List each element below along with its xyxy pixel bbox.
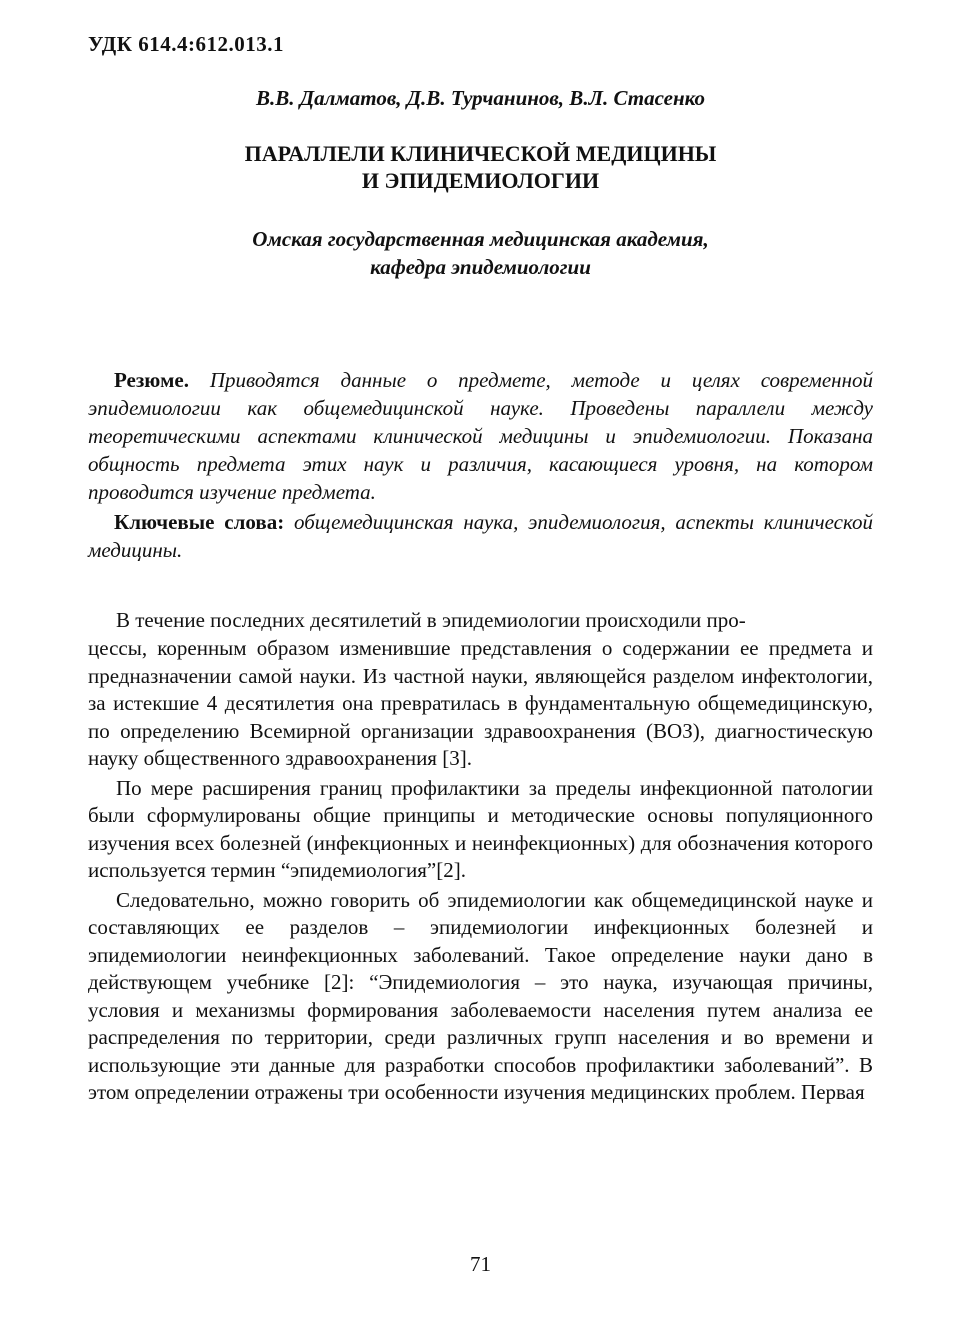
authors: В.В. Далматов, Д.В. Турчанинов, В.Л. Стасенко: [256, 86, 705, 110]
article-title-line-2: И ЭПИДЕМИОЛОГИИ: [361, 168, 600, 193]
cut-off-line: [88, 608, 873, 635]
article-body: [88, 608, 873, 1107]
affiliation: [0, 225, 961, 281]
page-number: 71: [470, 1252, 491, 1276]
keywords: [88, 508, 873, 564]
cut-off-line-text: В течение последних десятилетий в эпидемиологии происходили про-: [116, 608, 746, 632]
article-title: [0, 140, 961, 194]
body-paragraph-1: цессы, коренным образом изменившие представления о содержании ее предмета и предназначении самой науки. Из частной науки, являющейся разделом инфектологии, за истекшие 4 десятилетия она превратилась в фундаментальную общемедицинскую, по определению Всемирной организации здравоохранения (ВОЗ), диагностическую науку общественного здравоохранения [3].: [88, 636, 873, 770]
body-paragraph-3: Следовательно, можно говорить об эпидемиологии как общемедицинской науке и составляющих ее разделов – эпидемиологии инфекционных болезней и эпидемиологии неинфекционных заболеваний. Такое определение науки дано в действующем учебнике [2]: “Эпидемиология – это наука, изучающая причины, условия и механизмы формирования заболеваемости населения путем анализа ее распределения по территории, среди различных групп населения и во времени и использующие эти данные для разработки способов профилактики заболеваний”. В этом определении отражены три особенности изучения медицинских проблем. Первая: [88, 887, 873, 1104]
keywords-label: Ключевые слова:: [114, 510, 285, 534]
affiliation-line-2: кафедра эпидемиологии: [370, 255, 591, 279]
affiliation-line-1: Омская государственная медицинская академия,: [252, 227, 709, 251]
udc-code: УДК 614.4:612.013.1: [88, 32, 284, 56]
abstract: [88, 366, 873, 506]
abstract-text: Приводятся данные о предмете, методе и целях современной эпидемиологии как общемедицинской науке. Проведены параллели между теоретическими аспектами клинической медицины и эпидемиологии. Показана общность предмета этих наук и различия, касающиеся уровня, на котором проводится изучение предмета.: [88, 368, 873, 504]
keywords-text: общемедицинская наука, эпидемиология, аспекты клинической медицины.: [88, 510, 873, 562]
body-paragraph-2: По мере расширения границ профилактики за пределы инфекционной патологии были сформулированы общие принципы и методические основы популяционного изучения всех болезней (инфекционных и неинфекционных) для обозначения которого используется термин “эпидемиология”[2].: [88, 775, 873, 882]
abstract-label: Резюме.: [114, 368, 189, 392]
article-title-line-1: ПАРАЛЛЕЛИ КЛИНИЧЕСКОЙ МЕДИЦИНЫ: [244, 141, 717, 166]
